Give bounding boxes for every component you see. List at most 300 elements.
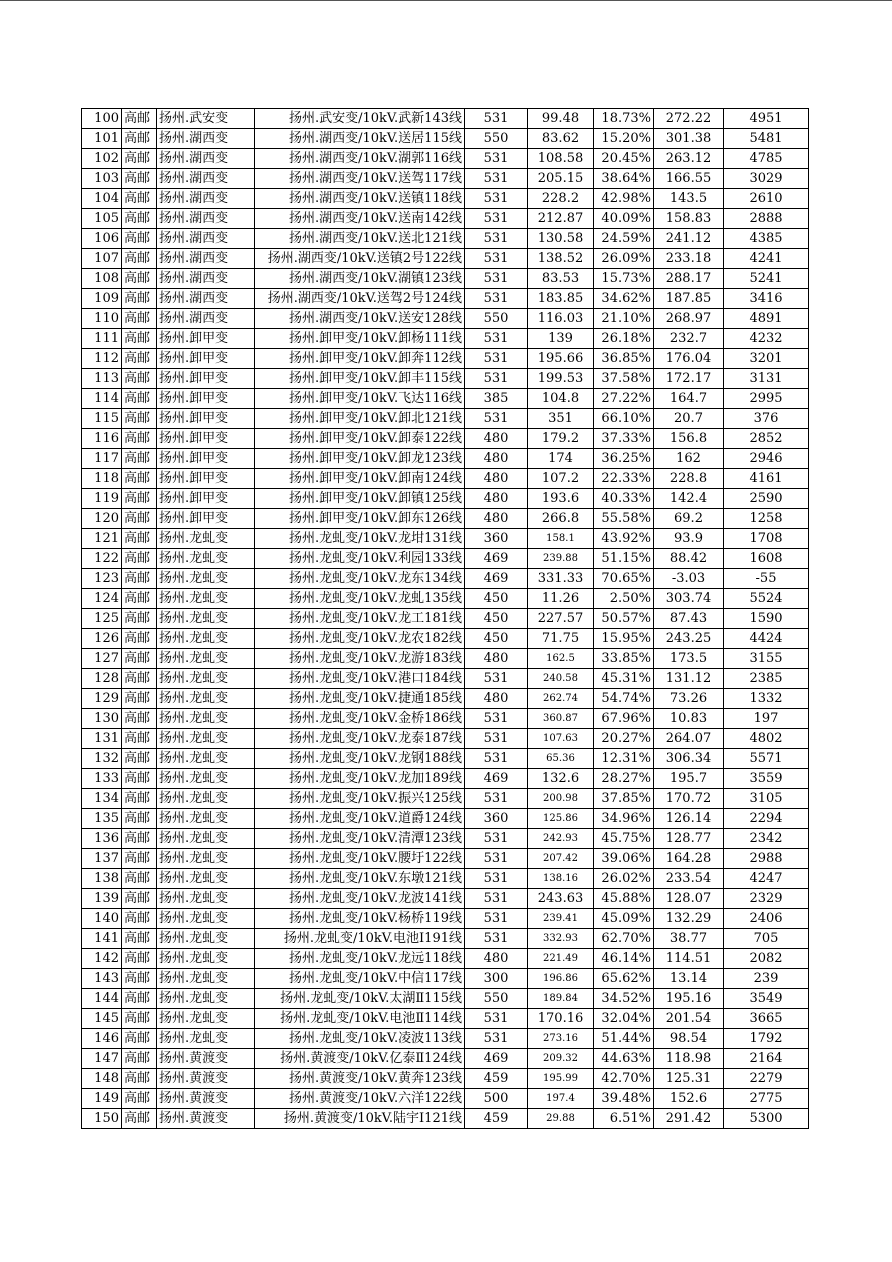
substation-cell: 扬州.湖西变 — [157, 229, 255, 249]
load-cell: 83.62 — [528, 129, 594, 149]
capacity-cell: 531 — [465, 269, 528, 289]
load-rate-cell: 20.45% — [594, 149, 654, 169]
table-row — [82, 129, 809, 149]
row-number: 130 — [82, 709, 122, 729]
load-cell: 71.75 — [528, 629, 594, 649]
table-row — [82, 909, 809, 929]
substation-cell: 扬州.湖西变 — [157, 169, 255, 189]
load-rate-cell: 36.85% — [594, 349, 654, 369]
table-row — [82, 1029, 809, 1049]
capacity-cell: 480 — [465, 649, 528, 669]
county-cell: 高邮 — [122, 489, 157, 509]
feeder-line-cell: 扬州.卸甲变/10kV.飞达116线 — [255, 389, 465, 409]
feeder-line-cell: 扬州.龙虬变/10kV.龙加189线 — [255, 769, 465, 789]
county-cell: 高邮 — [122, 709, 157, 729]
remaining-capacity-cell: 38.77 — [654, 929, 724, 949]
remaining-capacity-cell: 201.54 — [654, 1009, 724, 1029]
available-kw-cell: 2082 — [724, 949, 809, 969]
available-kw-cell: 2294 — [724, 809, 809, 829]
feeder-line-cell: 扬州.龙虬变/10kV.太湖Ⅱ115线 — [255, 989, 465, 1009]
capacity-cell: 531 — [465, 209, 528, 229]
feeder-line-cell: 扬州.卸甲变/10kV.卸奔112线 — [255, 349, 465, 369]
load-cell: 158.1 — [528, 529, 594, 549]
substation-cell: 扬州.龙虬变 — [157, 629, 255, 649]
county-cell: 高邮 — [122, 1029, 157, 1049]
table-row — [82, 249, 809, 269]
table-row — [82, 109, 809, 129]
county-cell: 高邮 — [122, 1089, 157, 1109]
available-kw-cell: 5571 — [724, 749, 809, 769]
table-row — [82, 1009, 809, 1029]
county-cell: 高邮 — [122, 189, 157, 209]
load-cell: 107.63 — [528, 729, 594, 749]
capacity-cell: 531 — [465, 249, 528, 269]
available-kw-cell: 2342 — [724, 829, 809, 849]
row-number: 129 — [82, 689, 122, 709]
capacity-cell: 480 — [465, 489, 528, 509]
capacity-cell: 550 — [465, 989, 528, 1009]
load-cell: 195.66 — [528, 349, 594, 369]
load-cell: 228.2 — [528, 189, 594, 209]
capacity-cell: 531 — [465, 729, 528, 749]
county-cell: 高邮 — [122, 589, 157, 609]
available-kw-cell: 2406 — [724, 909, 809, 929]
table-row — [82, 569, 809, 589]
available-kw-cell: 1590 — [724, 609, 809, 629]
table-row — [82, 1069, 809, 1089]
load-rate-cell: 40.33% — [594, 489, 654, 509]
capacity-cell: 531 — [465, 329, 528, 349]
row-number: 138 — [82, 869, 122, 889]
remaining-capacity-cell: 87.43 — [654, 609, 724, 629]
load-cell: 239.88 — [528, 549, 594, 569]
feeder-line-cell: 扬州.湖西变/10kV.湖镇123线 — [255, 269, 465, 289]
substation-cell: 扬州.龙虬变 — [157, 689, 255, 709]
available-kw-cell: 4802 — [724, 729, 809, 749]
available-kw-cell: 2775 — [724, 1089, 809, 1109]
available-kw-cell: 4247 — [724, 869, 809, 889]
load-rate-cell: 65.62% — [594, 969, 654, 989]
table-row — [82, 729, 809, 749]
substation-cell: 扬州.龙虬变 — [157, 949, 255, 969]
table-row — [82, 649, 809, 669]
load-rate-cell: 39.06% — [594, 849, 654, 869]
remaining-capacity-cell: 152.6 — [654, 1089, 724, 1109]
available-kw-cell: 2888 — [724, 209, 809, 229]
remaining-capacity-cell: 241.12 — [654, 229, 724, 249]
capacity-cell: 531 — [465, 669, 528, 689]
county-cell: 高邮 — [122, 929, 157, 949]
row-number: 105 — [82, 209, 122, 229]
load-rate-cell: 38.64% — [594, 169, 654, 189]
remaining-capacity-cell: 264.07 — [654, 729, 724, 749]
substation-cell: 扬州.卸甲变 — [157, 509, 255, 529]
county-cell: 高邮 — [122, 469, 157, 489]
available-kw-cell: 5481 — [724, 129, 809, 149]
available-kw-cell: 239 — [724, 969, 809, 989]
table-row — [82, 449, 809, 469]
remaining-capacity-cell: 13.14 — [654, 969, 724, 989]
remaining-capacity-cell: 162 — [654, 449, 724, 469]
load-cell: 174 — [528, 449, 594, 469]
substation-cell: 扬州.卸甲变 — [157, 329, 255, 349]
feeder-line-cell: 扬州.龙虬变/10kV.道爵124线 — [255, 809, 465, 829]
county-cell: 高邮 — [122, 989, 157, 1009]
load-cell: 138.52 — [528, 249, 594, 269]
load-rate-cell: 37.33% — [594, 429, 654, 449]
table-row — [82, 949, 809, 969]
load-cell: 262.74 — [528, 689, 594, 709]
feeder-line-cell: 扬州.龙虬变/10kV.龙虬135线 — [255, 589, 465, 609]
table-row — [82, 809, 809, 829]
capacity-cell: 531 — [465, 349, 528, 369]
row-number: 136 — [82, 829, 122, 849]
row-number: 146 — [82, 1029, 122, 1049]
feeder-line-cell: 扬州.龙虬变/10kV.龙远118线 — [255, 949, 465, 969]
remaining-capacity-cell: 306.34 — [654, 749, 724, 769]
remaining-capacity-cell: 131.12 — [654, 669, 724, 689]
capacity-cell: 531 — [465, 909, 528, 929]
available-kw-cell: 4385 — [724, 229, 809, 249]
substation-cell: 扬州.卸甲变 — [157, 449, 255, 469]
row-number: 127 — [82, 649, 122, 669]
feeder-line-cell: 扬州.龙虬变/10kV.利园133线 — [255, 549, 465, 569]
load-rate-cell: 6.51% — [594, 1109, 654, 1129]
row-number: 134 — [82, 789, 122, 809]
substation-cell: 扬州.龙虬变 — [157, 849, 255, 869]
remaining-capacity-cell: 272.22 — [654, 109, 724, 129]
table-row — [82, 289, 809, 309]
available-kw-cell: 1708 — [724, 529, 809, 549]
row-number: 128 — [82, 669, 122, 689]
table-row — [82, 269, 809, 289]
load-cell: 273.16 — [528, 1029, 594, 1049]
capacity-cell: 360 — [465, 809, 528, 829]
substation-cell: 扬州.湖西变 — [157, 209, 255, 229]
substation-cell: 扬州.龙虬变 — [157, 909, 255, 929]
table-row — [82, 889, 809, 909]
available-kw-cell: 4424 — [724, 629, 809, 649]
table-row — [82, 149, 809, 169]
remaining-capacity-cell: 303.74 — [654, 589, 724, 609]
load-cell: 227.57 — [528, 609, 594, 629]
remaining-capacity-cell: 233.18 — [654, 249, 724, 269]
table-row — [82, 749, 809, 769]
county-cell: 高邮 — [122, 229, 157, 249]
load-rate-cell: 12.31% — [594, 749, 654, 769]
capacity-cell: 531 — [465, 709, 528, 729]
table-row — [82, 789, 809, 809]
remaining-capacity-cell: 128.07 — [654, 889, 724, 909]
feeder-line-cell: 扬州.龙虬变/10kV.清潭123线 — [255, 829, 465, 849]
feeder-line-cell: 扬州.湖西变/10kV.送居115线 — [255, 129, 465, 149]
feeder-line-cell: 扬州.龙虬变/10kV.龙游183线 — [255, 649, 465, 669]
county-cell: 高邮 — [122, 1069, 157, 1089]
county-cell: 高邮 — [122, 549, 157, 569]
county-cell: 高邮 — [122, 909, 157, 929]
feeder-line-cell: 扬州.黄渡变/10kV.亿泰Ⅱ124线 — [255, 1049, 465, 1069]
row-number: 145 — [82, 1009, 122, 1029]
feeder-line-cell: 扬州.湖西变/10kV.送镇118线 — [255, 189, 465, 209]
substation-cell: 扬州.龙虬变 — [157, 669, 255, 689]
substation-cell: 扬州.黄渡变 — [157, 1089, 255, 1109]
load-cell: 183.85 — [528, 289, 594, 309]
substation-cell: 扬州.黄渡变 — [157, 1069, 255, 1089]
load-rate-cell: 51.15% — [594, 549, 654, 569]
county-cell: 高邮 — [122, 1109, 157, 1129]
substation-cell: 扬州.龙虬变 — [157, 769, 255, 789]
load-cell: 104.8 — [528, 389, 594, 409]
load-cell: 242.93 — [528, 829, 594, 849]
substation-cell: 扬州.黄渡变 — [157, 1049, 255, 1069]
load-cell: 162.5 — [528, 649, 594, 669]
available-kw-cell: 2852 — [724, 429, 809, 449]
load-cell: 195.99 — [528, 1069, 594, 1089]
feeder-line-cell: 扬州.卸甲变/10kV.卸龙123线 — [255, 449, 465, 469]
county-cell: 高邮 — [122, 729, 157, 749]
substation-cell: 扬州.湖西变 — [157, 189, 255, 209]
load-rate-cell: 44.63% — [594, 1049, 654, 1069]
row-number: 139 — [82, 889, 122, 909]
county-cell: 高邮 — [122, 769, 157, 789]
available-kw-cell: 5241 — [724, 269, 809, 289]
capacity-cell: 531 — [465, 289, 528, 309]
remaining-capacity-cell: 172.17 — [654, 369, 724, 389]
remaining-capacity-cell: 164.28 — [654, 849, 724, 869]
feeder-line-cell: 扬州.龙虬变/10kV.龙泰187线 — [255, 729, 465, 749]
substation-cell: 扬州.龙虬变 — [157, 1029, 255, 1049]
load-rate-cell: 34.62% — [594, 289, 654, 309]
table-row — [82, 409, 809, 429]
row-number: 125 — [82, 609, 122, 629]
substation-cell: 扬州.龙虬变 — [157, 649, 255, 669]
remaining-capacity-cell: 164.7 — [654, 389, 724, 409]
table-row — [82, 509, 809, 529]
county-cell: 高邮 — [122, 569, 157, 589]
load-cell: 132.6 — [528, 769, 594, 789]
load-rate-cell: 66.10% — [594, 409, 654, 429]
row-number: 119 — [82, 489, 122, 509]
table-row — [82, 1109, 809, 1129]
table-row — [82, 669, 809, 689]
feeder-line-cell: 扬州.湖西变/10kV.送北121线 — [255, 229, 465, 249]
load-rate-cell: 55.58% — [594, 509, 654, 529]
remaining-capacity-cell: 88.42 — [654, 549, 724, 569]
row-number: 131 — [82, 729, 122, 749]
load-cell: 351 — [528, 409, 594, 429]
available-kw-cell: 3201 — [724, 349, 809, 369]
county-cell: 高邮 — [122, 129, 157, 149]
load-cell: 360.87 — [528, 709, 594, 729]
remaining-capacity-cell: 126.14 — [654, 809, 724, 829]
capacity-cell: 531 — [465, 1029, 528, 1049]
county-cell: 高邮 — [122, 869, 157, 889]
row-number: 124 — [82, 589, 122, 609]
load-rate-cell: 32.04% — [594, 1009, 654, 1029]
load-cell: 125.86 — [528, 809, 594, 829]
available-kw-cell: 5524 — [724, 589, 809, 609]
available-kw-cell: 4241 — [724, 249, 809, 269]
county-cell: 高邮 — [122, 649, 157, 669]
capacity-cell: 450 — [465, 629, 528, 649]
county-cell: 高邮 — [122, 149, 157, 169]
capacity-cell: 450 — [465, 589, 528, 609]
substation-cell: 扬州.龙虬变 — [157, 749, 255, 769]
capacity-cell: 531 — [465, 1009, 528, 1029]
remaining-capacity-cell: 156.8 — [654, 429, 724, 449]
load-cell: 209.32 — [528, 1049, 594, 1069]
available-kw-cell: 2329 — [724, 889, 809, 909]
load-rate-cell: 15.95% — [594, 629, 654, 649]
remaining-capacity-cell: 118.98 — [654, 1049, 724, 1069]
load-rate-cell: 45.88% — [594, 889, 654, 909]
load-rate-cell: 70.65% — [594, 569, 654, 589]
feeder-line-cell: 扬州.卸甲变/10kV.卸北121线 — [255, 409, 465, 429]
table-row — [82, 389, 809, 409]
county-cell: 高邮 — [122, 389, 157, 409]
table-row — [82, 1049, 809, 1069]
table-row — [82, 369, 809, 389]
row-number: 110 — [82, 309, 122, 329]
substation-cell: 扬州.湖西变 — [157, 289, 255, 309]
load-rate-cell: 27.22% — [594, 389, 654, 409]
county-cell: 高邮 — [122, 169, 157, 189]
feeder-line-cell: 扬州.龙虬变/10kV.龙农182线 — [255, 629, 465, 649]
remaining-capacity-cell: 93.9 — [654, 529, 724, 549]
substation-cell: 扬州.卸甲变 — [157, 489, 255, 509]
table-row — [82, 689, 809, 709]
load-cell: 199.53 — [528, 369, 594, 389]
available-kw-cell: 3029 — [724, 169, 809, 189]
available-kw-cell: 3416 — [724, 289, 809, 309]
load-rate-cell: 45.31% — [594, 669, 654, 689]
table-row — [82, 609, 809, 629]
load-rate-cell: 28.27% — [594, 769, 654, 789]
remaining-capacity-cell: 263.12 — [654, 149, 724, 169]
remaining-capacity-cell: 173.5 — [654, 649, 724, 669]
available-kw-cell: 197 — [724, 709, 809, 729]
row-number: 100 — [82, 109, 122, 129]
capacity-cell: 469 — [465, 769, 528, 789]
county-cell: 高邮 — [122, 669, 157, 689]
table-row — [82, 709, 809, 729]
county-cell: 高邮 — [122, 289, 157, 309]
county-cell: 高邮 — [122, 449, 157, 469]
county-cell: 高邮 — [122, 629, 157, 649]
substation-cell: 扬州.龙虬变 — [157, 609, 255, 629]
capacity-cell: 531 — [465, 409, 528, 429]
county-cell: 高邮 — [122, 1049, 157, 1069]
remaining-capacity-cell: 20.7 — [654, 409, 724, 429]
available-kw-cell: 3131 — [724, 369, 809, 389]
capacity-cell: 450 — [465, 609, 528, 629]
county-cell: 高邮 — [122, 329, 157, 349]
available-kw-cell: 1332 — [724, 689, 809, 709]
feeder-line-cell: 扬州.龙虬变/10kV.龙工181线 — [255, 609, 465, 629]
capacity-cell: 469 — [465, 549, 528, 569]
load-rate-cell: 34.96% — [594, 809, 654, 829]
available-kw-cell: 4785 — [724, 149, 809, 169]
remaining-capacity-cell: 187.85 — [654, 289, 724, 309]
county-cell: 高邮 — [122, 249, 157, 269]
feeder-line-cell: 扬州.龙虬变/10kV.龙钢188线 — [255, 749, 465, 769]
available-kw-cell: 1608 — [724, 549, 809, 569]
capacity-cell: 531 — [465, 829, 528, 849]
remaining-capacity-cell: 228.8 — [654, 469, 724, 489]
available-kw-cell: 2385 — [724, 669, 809, 689]
county-cell: 高邮 — [122, 1009, 157, 1029]
feeder-line-cell: 扬州.龙虬变/10kV.电池Ⅱ114线 — [255, 1009, 465, 1029]
remaining-capacity-cell: 195.7 — [654, 769, 724, 789]
available-kw-cell: 2279 — [724, 1069, 809, 1089]
available-kw-cell: 1258 — [724, 509, 809, 529]
county-cell: 高邮 — [122, 209, 157, 229]
available-kw-cell: 2995 — [724, 389, 809, 409]
capacity-cell: 360 — [465, 529, 528, 549]
remaining-capacity-cell: 232.7 — [654, 329, 724, 349]
row-number: 107 — [82, 249, 122, 269]
row-number: 104 — [82, 189, 122, 209]
county-cell: 高邮 — [122, 969, 157, 989]
county-cell: 高邮 — [122, 849, 157, 869]
row-number: 143 — [82, 969, 122, 989]
available-kw-cell: 2988 — [724, 849, 809, 869]
substation-cell: 扬州.卸甲变 — [157, 429, 255, 449]
table-row — [82, 929, 809, 949]
table-row — [82, 469, 809, 489]
table-row — [82, 829, 809, 849]
top-border-line — [0, 0, 892, 1]
row-number: 132 — [82, 749, 122, 769]
load-cell: 29.88 — [528, 1109, 594, 1129]
feeder-line-cell: 扬州.龙虬变/10kV.港口184线 — [255, 669, 465, 689]
load-cell: 221.49 — [528, 949, 594, 969]
load-cell: 193.6 — [528, 489, 594, 509]
feeder-line-cell: 扬州.卸甲变/10kV.卸杨111线 — [255, 329, 465, 349]
table-row — [82, 989, 809, 1009]
row-number: 108 — [82, 269, 122, 289]
load-rate-cell: 50.57% — [594, 609, 654, 629]
row-number: 133 — [82, 769, 122, 789]
available-kw-cell: 2946 — [724, 449, 809, 469]
capacity-cell: 500 — [465, 1089, 528, 1109]
capacity-cell: 459 — [465, 1109, 528, 1129]
table-row — [82, 489, 809, 509]
feeder-line-cell: 扬州.卸甲变/10kV.卸镇125线 — [255, 489, 465, 509]
row-number: 149 — [82, 1089, 122, 1109]
feeder-line-cell: 扬州.龙虬变/10kV.中信117线 — [255, 969, 465, 989]
substation-cell: 扬州.龙虬变 — [157, 529, 255, 549]
load-cell: 83.53 — [528, 269, 594, 289]
available-kw-cell: 2164 — [724, 1049, 809, 1069]
remaining-capacity-cell: 114.51 — [654, 949, 724, 969]
load-cell: 138.16 — [528, 869, 594, 889]
feeder-load-table — [81, 108, 809, 1129]
row-number: 141 — [82, 929, 122, 949]
capacity-cell: 480 — [465, 949, 528, 969]
load-rate-cell: 67.96% — [594, 709, 654, 729]
capacity-cell: 531 — [465, 929, 528, 949]
feeder-line-cell: 扬州.龙虬变/10kV.龙波141线 — [255, 889, 465, 909]
available-kw-cell: 3665 — [724, 1009, 809, 1029]
load-cell: 107.2 — [528, 469, 594, 489]
remaining-capacity-cell: 143.5 — [654, 189, 724, 209]
load-cell: 332.93 — [528, 929, 594, 949]
capacity-cell: 531 — [465, 789, 528, 809]
feeder-line-cell: 扬州.黄渡变/10kV.黄奔123线 — [255, 1069, 465, 1089]
substation-cell: 扬州.龙虬变 — [157, 709, 255, 729]
row-number: 113 — [82, 369, 122, 389]
